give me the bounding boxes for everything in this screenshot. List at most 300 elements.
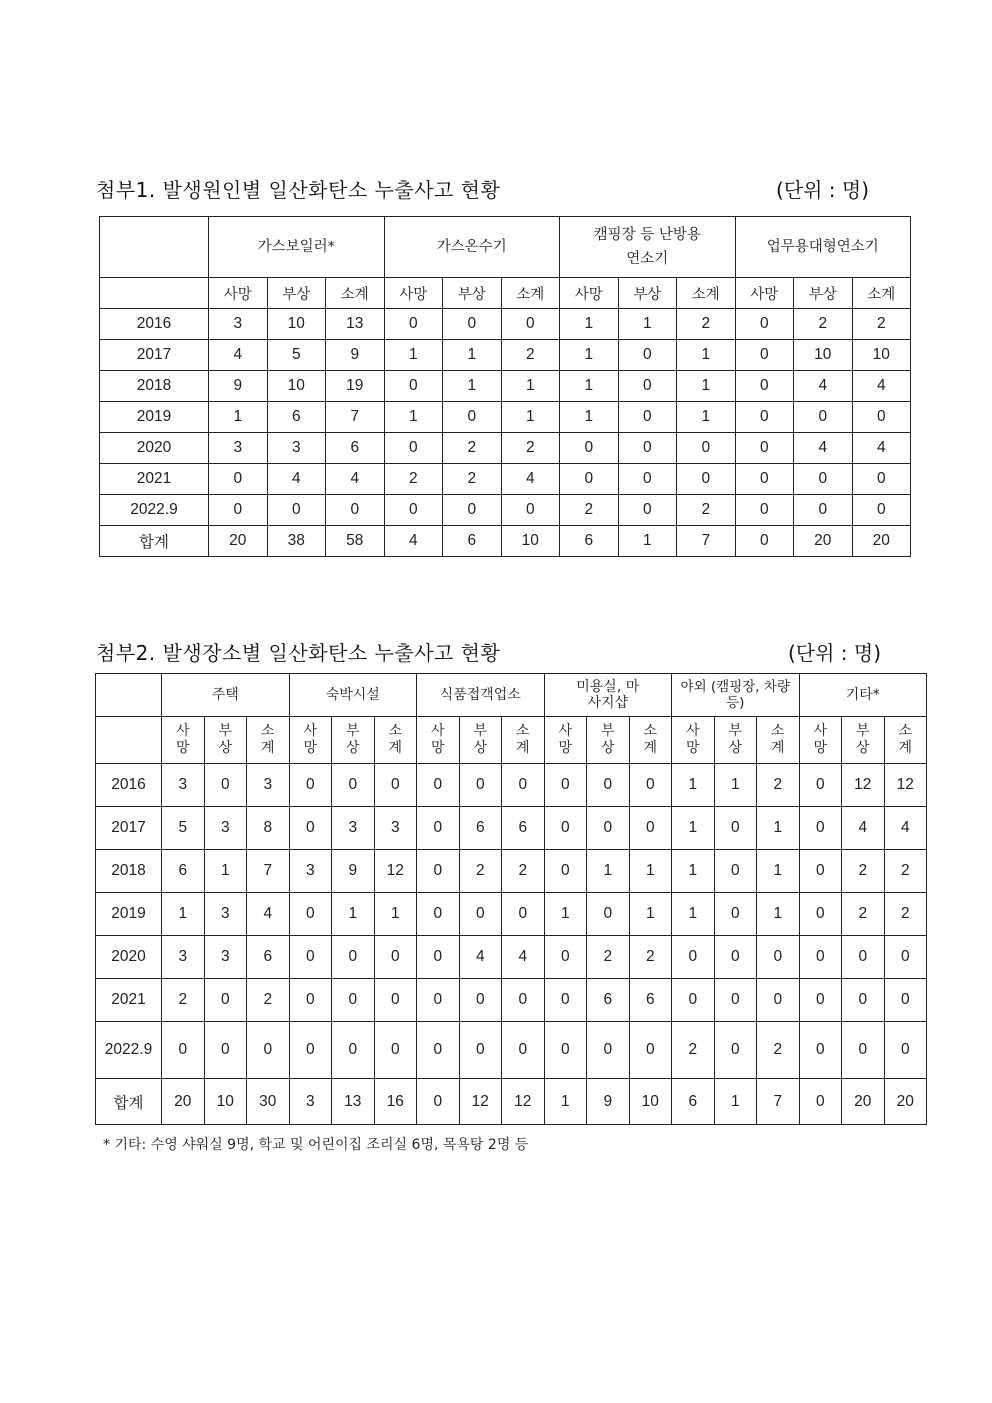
value-cell: 0 (842, 936, 885, 979)
value-cell: 4 (326, 464, 385, 495)
year-cell: 2018 (96, 850, 162, 893)
value-cell: 10 (629, 1079, 672, 1125)
corner-cell (100, 278, 209, 309)
group-header: 숙박시설 (289, 674, 417, 717)
value-cell: 1 (757, 893, 800, 936)
value-cell: 2 (852, 309, 911, 340)
value-cell: 1 (384, 402, 443, 433)
total-row (100, 526, 911, 557)
sub-header-label: 사망 (558, 723, 573, 756)
value-cell: 0 (714, 807, 757, 850)
sub-header (332, 717, 375, 764)
value-cell: 20 (842, 1079, 885, 1125)
corner-cell (96, 717, 162, 764)
sub-header (459, 717, 502, 764)
value-cell: 0 (587, 807, 630, 850)
value-cell: 0 (332, 979, 375, 1022)
value-cell: 0 (714, 979, 757, 1022)
value-cell: 1 (757, 807, 800, 850)
value-cell: 0 (677, 433, 736, 464)
value-cell: 0 (587, 893, 630, 936)
value-cell: 2 (672, 1022, 715, 1079)
table2-title: 첨부2. 발생장소별 일산화탄소 누출사고 현황 (96, 641, 501, 665)
value-cell: 0 (501, 495, 560, 526)
group-header: 가스보일러* (209, 217, 385, 278)
value-cell: 0 (714, 893, 757, 936)
sub-header-label: 사망 (303, 723, 318, 756)
sub-header-row (100, 278, 911, 309)
sub-header-label: 부상 (457, 286, 486, 303)
value-cell: 3 (204, 807, 247, 850)
value-cell: 0 (289, 893, 332, 936)
value-cell: 0 (735, 526, 794, 557)
value-cell: 1 (374, 893, 417, 936)
value-cell: 0 (735, 433, 794, 464)
value-cell: 2 (629, 936, 672, 979)
value-cell: 0 (799, 850, 842, 893)
value-cell: 1 (672, 850, 715, 893)
value-cell: 0 (618, 464, 677, 495)
value-cell: 0 (618, 402, 677, 433)
sub-header (544, 717, 587, 764)
value-cell: 1 (560, 309, 619, 340)
table-row (100, 495, 911, 526)
group-header: 업무용대형연소기 (735, 217, 911, 278)
value-cell: 0 (799, 979, 842, 1022)
value-cell: 0 (204, 764, 247, 807)
value-cell: 1 (587, 850, 630, 893)
sub-header-label: 소계 (340, 286, 369, 303)
value-cell: 0 (417, 807, 460, 850)
group-header: 미용실, 마사지샵 (544, 674, 672, 717)
value-cell: 4 (459, 936, 502, 979)
year-cell: 2020 (100, 433, 209, 464)
sub-header (326, 278, 385, 309)
value-cell: 0 (735, 495, 794, 526)
value-cell: 6 (502, 807, 545, 850)
value-cell: 2 (384, 464, 443, 495)
value-cell: 2 (502, 850, 545, 893)
value-cell: 0 (618, 495, 677, 526)
value-cell: 0 (332, 764, 375, 807)
sub-header-label: 부상 (345, 723, 360, 756)
value-cell: 1 (560, 402, 619, 433)
value-cell: 9 (326, 340, 385, 371)
value-cell: 12 (459, 1079, 502, 1125)
value-cell: 0 (884, 1022, 927, 1079)
sub-header (735, 278, 794, 309)
value-cell: 0 (374, 936, 417, 979)
group-header: 기타* (799, 674, 927, 717)
value-cell: 3 (289, 850, 332, 893)
value-cell: 12 (502, 1079, 545, 1125)
value-cell: 0 (502, 1022, 545, 1079)
value-cell: 3 (204, 893, 247, 936)
value-cell: 2 (884, 850, 927, 893)
value-cell: 4 (209, 340, 268, 371)
value-cell: 0 (560, 464, 619, 495)
value-cell: 0 (289, 979, 332, 1022)
value-cell: 6 (443, 526, 502, 557)
value-cell: 0 (502, 893, 545, 936)
value-cell: 9 (587, 1079, 630, 1125)
value-cell: 2 (757, 1022, 800, 1079)
value-cell: 12 (842, 764, 885, 807)
value-cell: 9 (209, 371, 268, 402)
footnote: * 기타: 수영 샤워실 9명, 학교 및 어린이집 조리실 6명, 목욕탕 2명 등 (103, 1137, 529, 1153)
table-row (100, 402, 911, 433)
value-cell: 0 (842, 979, 885, 1022)
sub-header (501, 278, 560, 309)
value-cell: 0 (794, 495, 853, 526)
sub-header (629, 717, 672, 764)
value-cell: 0 (459, 893, 502, 936)
value-cell: 5 (267, 340, 326, 371)
value-cell: 0 (289, 807, 332, 850)
sub-header-label: 소계 (691, 286, 720, 303)
value-cell: 0 (459, 764, 502, 807)
value-cell: 20 (884, 1079, 927, 1125)
value-cell: 4 (267, 464, 326, 495)
value-cell: 1 (443, 371, 502, 402)
sub-header (209, 278, 268, 309)
table-row (96, 807, 927, 850)
value-cell: 0 (629, 1022, 672, 1079)
value-cell: 0 (884, 936, 927, 979)
value-cell: 4 (884, 807, 927, 850)
value-cell: 0 (417, 850, 460, 893)
group-header: 가스온수기 (384, 217, 560, 278)
value-cell: 0 (618, 340, 677, 371)
table-row (96, 979, 927, 1022)
value-cell: 0 (587, 764, 630, 807)
value-cell: 1 (501, 371, 560, 402)
value-cell: 0 (326, 495, 385, 526)
year-cell: 2021 (96, 979, 162, 1022)
value-cell: 0 (757, 936, 800, 979)
value-cell: 1 (629, 850, 672, 893)
value-cell: 2 (587, 936, 630, 979)
value-cell: 0 (629, 807, 672, 850)
value-cell: 7 (326, 402, 385, 433)
group-header: 주택 (162, 674, 290, 717)
value-cell: 0 (374, 979, 417, 1022)
year-cell: 2016 (100, 309, 209, 340)
value-cell: 10 (204, 1079, 247, 1125)
value-cell: 0 (374, 1022, 417, 1079)
value-cell: 4 (852, 433, 911, 464)
value-cell: 0 (714, 850, 757, 893)
value-cell: 4 (842, 807, 885, 850)
year-cell: 2019 (96, 893, 162, 936)
value-cell: 0 (384, 309, 443, 340)
value-cell: 3 (374, 807, 417, 850)
sub-header (842, 717, 885, 764)
value-cell: 4 (502, 936, 545, 979)
value-cell: 2 (459, 850, 502, 893)
table-row (96, 1022, 927, 1079)
value-cell: 1 (384, 340, 443, 371)
value-cell: 19 (326, 371, 385, 402)
value-cell: 0 (672, 936, 715, 979)
value-cell: 1 (501, 402, 560, 433)
corner-cell (96, 674, 162, 717)
table-row (96, 764, 927, 807)
value-cell: 2 (501, 433, 560, 464)
table1-unit: (단위 : 명) (776, 178, 870, 202)
value-cell: 13 (332, 1079, 375, 1125)
sub-header-label: 소계 (516, 286, 545, 303)
value-cell: 20 (794, 526, 853, 557)
value-cell: 0 (443, 402, 502, 433)
value-cell: 0 (629, 764, 672, 807)
group-header: 야외 (캠핑장, 차량 등) (672, 674, 800, 717)
value-cell: 0 (384, 495, 443, 526)
value-cell: 1 (629, 893, 672, 936)
sub-header-label: 부상 (218, 723, 233, 756)
value-cell: 1 (672, 893, 715, 936)
table-row (96, 850, 927, 893)
value-cell: 1 (677, 402, 736, 433)
value-cell: 10 (794, 340, 853, 371)
sub-header-label: 사망 (175, 723, 190, 756)
table-row (100, 464, 911, 495)
value-cell: 3 (332, 807, 375, 850)
sub-header (204, 717, 247, 764)
year-cell: 2022.9 (100, 495, 209, 526)
year-cell: 2017 (96, 807, 162, 850)
value-cell: 3 (289, 1079, 332, 1125)
value-cell: 4 (501, 464, 560, 495)
sub-header-label: 소계 (867, 286, 896, 303)
value-cell: 2 (842, 850, 885, 893)
year-cell: 2022.9 (96, 1022, 162, 1079)
sub-header (289, 717, 332, 764)
value-cell: 1 (443, 340, 502, 371)
value-cell: 0 (267, 495, 326, 526)
value-cell: 2 (677, 495, 736, 526)
sub-header (247, 717, 290, 764)
value-cell: 0 (842, 1022, 885, 1079)
value-cell: 0 (672, 979, 715, 1022)
value-cell: 0 (587, 1022, 630, 1079)
value-cell: 0 (757, 979, 800, 1022)
value-cell: 0 (799, 1079, 842, 1125)
value-cell: 0 (544, 936, 587, 979)
value-cell: 1 (714, 764, 757, 807)
value-cell: 7 (247, 850, 290, 893)
value-cell: 0 (417, 979, 460, 1022)
sub-header-label: 사망 (574, 286, 603, 303)
value-cell: 1 (672, 807, 715, 850)
group-header-row (96, 674, 927, 717)
sub-header-label: 부상 (282, 286, 311, 303)
value-cell: 0 (443, 309, 502, 340)
value-cell: 3 (209, 433, 268, 464)
value-cell: 0 (794, 402, 853, 433)
value-cell: 3 (204, 936, 247, 979)
value-cell: 4 (794, 433, 853, 464)
value-cell: 0 (852, 495, 911, 526)
value-cell: 7 (677, 526, 736, 557)
value-cell: 3 (162, 936, 205, 979)
value-cell: 8 (247, 807, 290, 850)
value-cell: 0 (417, 1079, 460, 1125)
value-cell: 38 (267, 526, 326, 557)
value-cell: 0 (289, 764, 332, 807)
value-cell: 0 (209, 464, 268, 495)
value-cell: 0 (714, 1022, 757, 1079)
cause-table (99, 216, 911, 557)
sub-header-label: 부상 (600, 723, 615, 756)
value-cell: 12 (884, 764, 927, 807)
value-cell: 0 (714, 936, 757, 979)
value-cell: 6 (267, 402, 326, 433)
value-cell: 0 (799, 893, 842, 936)
sub-header (799, 717, 842, 764)
value-cell: 0 (799, 1022, 842, 1079)
value-cell: 1 (677, 340, 736, 371)
sub-header-label: 부상 (728, 723, 743, 756)
value-cell: 0 (247, 1022, 290, 1079)
value-cell: 9 (332, 850, 375, 893)
value-cell: 3 (247, 764, 290, 807)
value-cell: 2 (757, 764, 800, 807)
value-cell: 20 (852, 526, 911, 557)
value-cell: 16 (374, 1079, 417, 1125)
table1-title: 첨부1. 발생원인별 일산화탄소 누출사고 현황 (96, 178, 501, 202)
value-cell: 4 (247, 893, 290, 936)
value-cell: 0 (735, 464, 794, 495)
value-cell: 0 (204, 1022, 247, 1079)
year-cell: 2021 (100, 464, 209, 495)
value-cell: 0 (204, 979, 247, 1022)
value-cell: 58 (326, 526, 385, 557)
value-cell: 0 (374, 764, 417, 807)
value-cell: 0 (799, 764, 842, 807)
value-cell: 0 (443, 495, 502, 526)
value-cell: 0 (459, 979, 502, 1022)
value-cell: 0 (417, 1022, 460, 1079)
value-cell: 0 (502, 979, 545, 1022)
value-cell: 0 (459, 1022, 502, 1079)
value-cell: 1 (204, 850, 247, 893)
value-cell: 20 (162, 1079, 205, 1125)
table-row (100, 371, 911, 402)
value-cell: 6 (587, 979, 630, 1022)
sub-header (618, 278, 677, 309)
sub-header-label: 소계 (515, 723, 530, 756)
year-cell: 2018 (100, 371, 209, 402)
sub-header (794, 278, 853, 309)
value-cell: 1 (162, 893, 205, 936)
value-cell: 0 (544, 1022, 587, 1079)
value-cell: 1 (618, 309, 677, 340)
sub-header (502, 717, 545, 764)
table-row (100, 433, 911, 464)
group-header-row (100, 217, 911, 278)
total-row (96, 1079, 927, 1125)
value-cell: 2 (560, 495, 619, 526)
value-cell: 4 (384, 526, 443, 557)
sub-header (560, 278, 619, 309)
value-cell: 10 (501, 526, 560, 557)
sub-header-label: 사망 (813, 723, 828, 756)
sub-header-label: 부상 (633, 286, 662, 303)
sub-header-label: 부상 (855, 723, 870, 756)
value-cell: 0 (384, 433, 443, 464)
value-cell: 0 (735, 371, 794, 402)
value-cell: 2 (247, 979, 290, 1022)
sub-header-label: 부상 (473, 723, 488, 756)
value-cell: 20 (209, 526, 268, 557)
sub-header-label: 사망 (399, 286, 428, 303)
year-cell: 2017 (100, 340, 209, 371)
value-cell: 1 (332, 893, 375, 936)
value-cell: 10 (852, 340, 911, 371)
table-row (100, 309, 911, 340)
value-cell: 4 (852, 371, 911, 402)
value-cell: 13 (326, 309, 385, 340)
group-header: 식품접객업소 (417, 674, 545, 717)
year-cell: 2020 (96, 936, 162, 979)
value-cell: 2 (677, 309, 736, 340)
sub-header (852, 278, 911, 309)
value-cell: 6 (459, 807, 502, 850)
value-cell: 0 (417, 764, 460, 807)
value-cell: 0 (799, 936, 842, 979)
value-cell: 2 (162, 979, 205, 1022)
value-cell: 10 (267, 309, 326, 340)
sub-header-label: 소계 (898, 723, 913, 756)
value-cell: 6 (560, 526, 619, 557)
value-cell: 0 (799, 807, 842, 850)
sub-header (757, 717, 800, 764)
value-cell: 1 (544, 893, 587, 936)
value-cell: 2 (794, 309, 853, 340)
year-cell: 2016 (96, 764, 162, 807)
value-cell: 0 (618, 433, 677, 464)
sub-header (417, 717, 460, 764)
sub-header (884, 717, 927, 764)
value-cell: 1 (544, 1079, 587, 1125)
value-cell: 0 (544, 850, 587, 893)
value-cell: 30 (247, 1079, 290, 1125)
value-cell: 6 (162, 850, 205, 893)
value-cell: 0 (544, 979, 587, 1022)
value-cell: 2 (443, 464, 502, 495)
value-cell: 0 (735, 309, 794, 340)
value-cell: 1 (672, 764, 715, 807)
value-cell: 1 (209, 402, 268, 433)
value-cell: 6 (326, 433, 385, 464)
value-cell: 2 (884, 893, 927, 936)
sub-header-label: 사망 (685, 723, 700, 756)
value-cell: 0 (618, 371, 677, 402)
value-cell: 6 (672, 1079, 715, 1125)
value-cell: 0 (735, 402, 794, 433)
table-row (96, 893, 927, 936)
value-cell: 0 (735, 340, 794, 371)
sub-header-label: 사망 (430, 723, 445, 756)
value-cell: 3 (162, 764, 205, 807)
value-cell: 0 (560, 433, 619, 464)
value-cell: 1 (677, 371, 736, 402)
value-cell: 1 (757, 850, 800, 893)
sub-header (672, 717, 715, 764)
value-cell: 7 (757, 1079, 800, 1125)
location-table (95, 673, 927, 1125)
